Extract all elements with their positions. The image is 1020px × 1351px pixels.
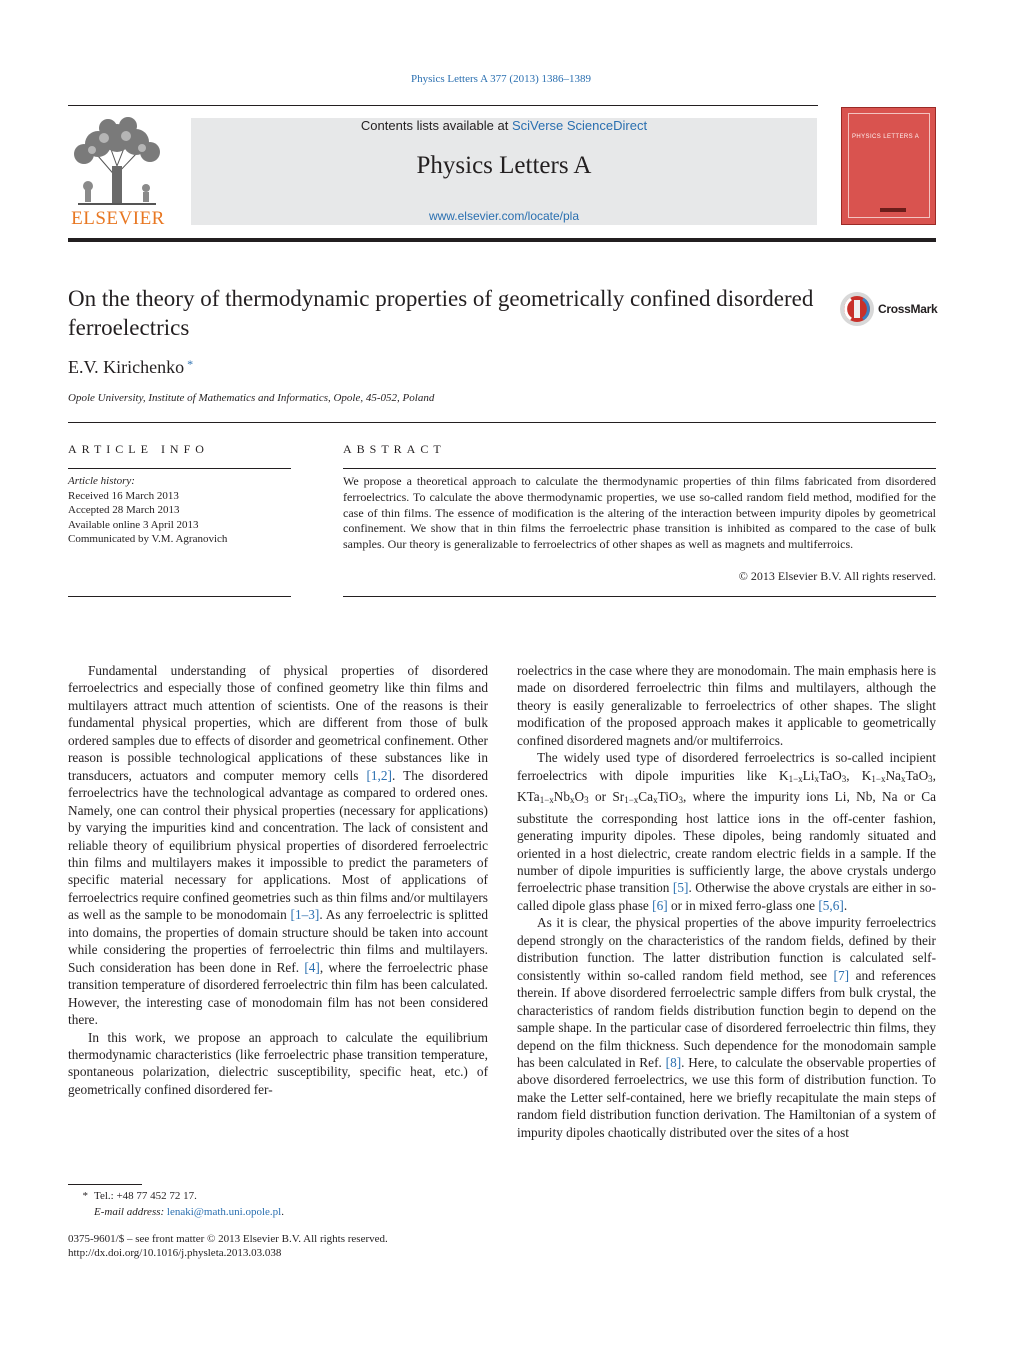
citation-link[interactable]: [8]	[665, 1054, 682, 1070]
info-top-rule	[68, 422, 936, 423]
formula-subscript: 3	[928, 773, 933, 784]
email-label: E-mail address:	[94, 1206, 165, 1218]
formula-text: Na	[885, 767, 901, 783]
footnote-email	[68, 1206, 284, 1218]
formula-text: TiO	[657, 789, 679, 805]
citation-link[interactable]: [4]	[304, 959, 320, 975]
footnote-tel-text: Tel.: +48 77 452 72 17.	[94, 1190, 197, 1202]
citation-link[interactable]: [7]	[833, 967, 850, 983]
body-paragraph	[517, 914, 936, 1141]
citation-link[interactable]: [6]	[652, 897, 668, 913]
body-text: As it is clear, the physical properties of the above impurity ferroelectrics depend strongly on the characteristics of the random fields, defined by their distribution function. The latter distribution function is calculated self-consistently within so-called random field method, see	[517, 915, 936, 983]
journal-url-link[interactable]: www.elsevier.com/locate/pla	[428, 209, 580, 223]
formula-text: Sr	[612, 789, 625, 805]
abstract-heading-rule	[343, 468, 936, 469]
abstract-copyright: © 2013 Elsevier B.V. All rights reserved.	[738, 569, 936, 583]
citation-link[interactable]: [1–3]	[290, 907, 320, 923]
body-text: . As any ferroelectric is splitted into domains, the properties of domain structure should be taken into account while considering the properties of ferroelectric thin films and multilayers. Such consideration has been done in Ref.	[68, 907, 488, 975]
journal-cover-image	[841, 107, 936, 225]
formula-subscript: x	[653, 795, 658, 806]
body-text: .	[843, 897, 848, 913]
body-text: , where the impurity ions Li, Nb, Na or Ca substitute the corresponding host lattice ions in the off-center fashion, generating impurity dipoles. These dipoles, being randomly situated and oriented in a host dielectric, create random electric fields in a sample. If the number of dipole impurities is sufficiently large, the above crystals undergo ferroelectric phase transition	[517, 789, 936, 896]
formula-text: O	[574, 789, 585, 805]
publisher-wordmark: ELSEVIER	[71, 208, 165, 229]
footnote-mark: *	[82, 1190, 88, 1202]
body-text: and references therein. If above disordered ferroelectric sample differs from bulk crystal, the characteristics of random fields distribution function begin to depend on the sample shape. In the particular case of disordered ferroelectric thin films, they depend on the film thickness. Such dependence for the monodomain sample has been calculated in Ref.	[517, 967, 936, 1070]
formula-text: Ca	[638, 789, 654, 805]
body-paragraph	[517, 749, 936, 914]
body-text: . The disordered ferroelectrics have the technological advantage as compared to ordered ones. Namely, one can control their physical properties (necessary for applications) by varying the impurities kind and concentration. The lack of consistent and reliable theory of equilibrium physical properties of disordered ferroelectric thin films and multilayers makes it impossible to predict the parameters of specific material necessary for applications. Most of applications of ferroelectrics require confined geometries such as thin films and/or multilayers as well as the sample to be monodomain	[68, 767, 488, 923]
body-text: , where the ferroelectric phase transition temperature of disordered ferroelectric thin film has been calculated. However, the interesting case of monodomain film has not been considered there.	[68, 959, 488, 1028]
author-name-text: E.V. Kirichenko	[68, 357, 185, 377]
citation-link[interactable]: [5,6]	[818, 897, 844, 913]
crossmark-label[interactable]: CrossMark	[878, 302, 938, 316]
body-column-right	[517, 662, 936, 1141]
journal-reference[interactable]: Physics Letters A 377 (2013) 1386–1389	[411, 73, 591, 85]
formula-subscript: 1−x	[539, 795, 554, 806]
formula-subscript: x	[570, 795, 575, 806]
footnote-tel	[68, 1190, 197, 1202]
header-rule	[68, 105, 818, 106]
cover-frame	[848, 113, 930, 218]
history-label: Article history:	[68, 475, 135, 487]
body-text: or in mixed ferro-glass one	[667, 897, 819, 913]
body-text: . Here, to calculate the observable properties of above disordered ferroelectrics, we use this form of distribution function. To make the Letter self-contained, here we briefly recapitulate the main steps of random field distribution function derivation. The Hamiltonian of a system of impurity dipoles chaotically distributed over the sites of a host	[517, 1054, 937, 1140]
formula-subscript: x	[814, 773, 819, 784]
body-text: . Otherwise the above crystals are either in so-called dipole glass phase	[517, 880, 936, 913]
article-info-heading: ARTICLE INFO	[68, 442, 209, 456]
formula-subscript: x	[900, 773, 906, 784]
body-text: Fundamental understanding of physical properties of disordered ferroelectrics and especially those of confined geometry like thin films and multilayers attract much attention of scientists. One of the reasons is their fundamental physical properties, which are different from those of bulk ordered samples due to effects of disorder and geometrical confinement. Other reason is possible technological applications of these substances like in transducers, actuators and computer memory cells	[68, 663, 488, 783]
issn-line: 0375-9601/$ – see front matter © 2013 Elsevier B.V. All rights reserved.	[68, 1233, 388, 1245]
author-affiliation: Opole University, Institute of Mathematics and Informatics, Opole, 45-052, Poland	[68, 392, 435, 404]
formula-text: ,	[932, 767, 936, 783]
body-column-left	[68, 662, 488, 1098]
abstract-heading: ABSTRACT	[343, 442, 446, 456]
formula-subscript: 1−x	[624, 795, 639, 806]
formula-text: Nb	[553, 789, 571, 805]
communicated-by: Communicated by V.M. Agranovich	[68, 533, 228, 545]
formula-text: TaO	[905, 767, 929, 783]
footnote-rule	[68, 1184, 142, 1185]
online-date: Available online 3 April 2013	[68, 518, 199, 531]
journal-title: Physics Letters A	[416, 152, 592, 179]
formula-subscript: 3	[678, 795, 684, 806]
info-heading-rule	[68, 468, 291, 469]
contents-prefix: Contents lists available at	[360, 118, 512, 133]
formula-text: Li	[802, 767, 815, 783]
header-rule-thick	[68, 238, 936, 242]
accepted-date: Accepted 28 March 2013	[68, 504, 180, 516]
email-link[interactable]: lenaki@math.uni.opole.pl	[166, 1206, 282, 1218]
author-name	[68, 357, 193, 378]
formula-text: K	[861, 767, 872, 783]
body-text: The widely used type of disordered ferroelectrics is so-called incipient ferroelectrics with dipole impurities like K	[517, 750, 936, 783]
formula-text: or	[594, 789, 607, 805]
abstract-text: We propose a theoretical approach to calculate the thermodynamic properties of thin films fabricated from disordered ferroelectrics. To calculate the above thermodynamic properties, we use so-called random field method, modified for the case of thin films. The essence of modification is the altering of the interaction between impurity dipoles by geometrical confinement. We show that in thin films the ferroelectric phase transition is inhibited as compared to the case of bulk samples. Our theory is generalizable to ferroelectrics of other shapes as well as magnets and multiferroics.	[343, 474, 936, 552]
article-history	[68, 474, 293, 547]
formula-subscript: 1−x	[871, 773, 886, 784]
formula-text: TaO	[819, 767, 842, 783]
cover-strip	[880, 208, 906, 212]
received-date: Received 16 March 2013	[68, 489, 179, 502]
author-footnote-mark[interactable]: *	[187, 357, 194, 371]
body-paragraph: roelectrics in the case where they are monodomain. The main emphasis here is made on disordered ferroelectric thin films and multilayers, although the theory is easily generalizable to ferroelectrics of other shapes. The slight modification of the proposed approach makes it applicable to geometrically confined disordered magnets and/or multiferroics.	[517, 663, 936, 748]
body-paragraph: In this work, we propose an approach to calculate the equilibrium thermodynamic characteristics (like ferroelectric phase transition temperature, spontaneous polarization, dielectric susceptibility, specific heat, etc.) of geometrically confined disordered fer-	[68, 1029, 488, 1097]
footnote-period: .	[281, 1206, 284, 1218]
sciencedirect-link[interactable]: SciVerse ScienceDirect	[511, 118, 648, 133]
formula-subscript: 3	[841, 773, 847, 784]
formula-text: KTa	[517, 789, 540, 805]
formula-text: ,	[846, 767, 850, 783]
article-title: On the theory of thermodynamic properties of geometrically confined disordered ferroelectrics	[68, 286, 814, 340]
abstract-bottom-rule	[343, 596, 936, 597]
formula-subscript: 1−x	[788, 773, 803, 784]
citation-link[interactable]: [1,2]	[366, 767, 392, 783]
info-bottom-rule	[68, 596, 291, 597]
body-paragraph	[68, 662, 488, 1029]
doi-link[interactable]: http://dx.doi.org/10.1016/j.physleta.2013.03.038	[68, 1247, 282, 1259]
contents-line	[191, 118, 817, 133]
formula-subscript: 3	[584, 795, 589, 806]
citation-link[interactable]: [5]	[672, 880, 689, 896]
cover-title: PHYSICS LETTERS A	[852, 134, 920, 140]
